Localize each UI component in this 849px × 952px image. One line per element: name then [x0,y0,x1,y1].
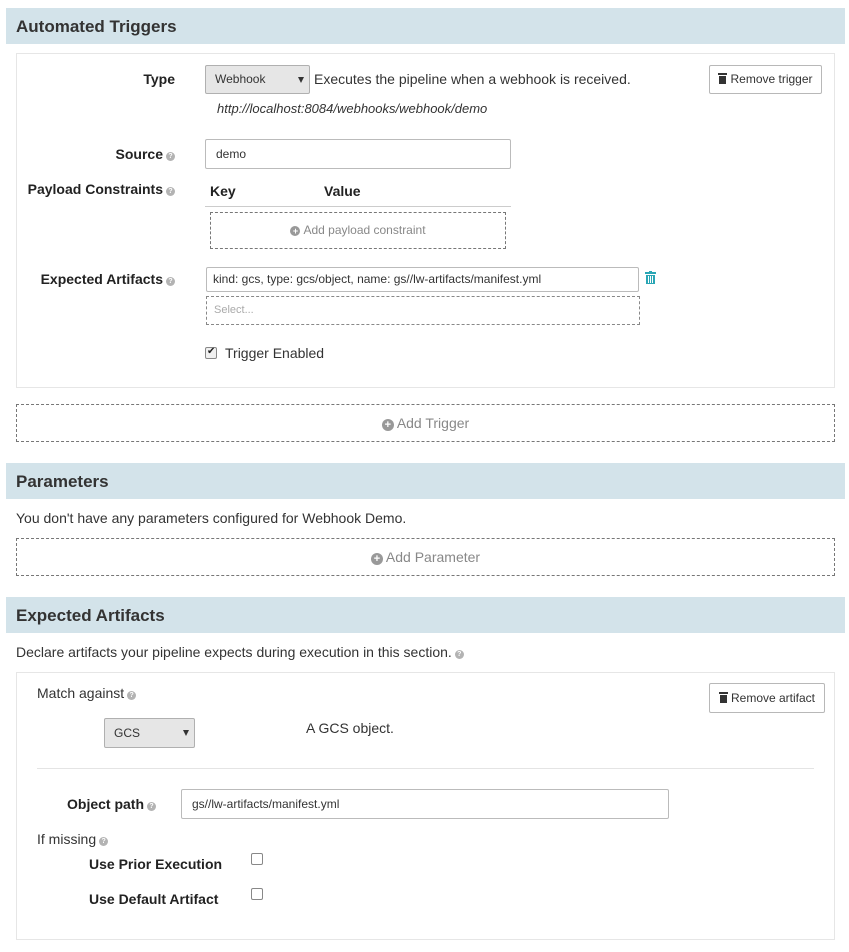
webhook-url: http://localhost:8084/webhooks/webhook/demo [217,101,488,116]
help-icon[interactable]: ? [166,277,175,286]
payload-value-header: Value [324,183,361,199]
expected-artifacts-description [16,644,464,660]
chevron-down-icon [183,730,189,736]
source-label [40,146,175,162]
add-payload-constraint-button[interactable] [210,212,506,249]
chevron-down-icon [298,77,304,83]
artifact-kind-select[interactable] [104,718,195,748]
add-parameter-button[interactable] [16,538,835,576]
match-against-label-text: Match against [37,685,125,701]
remove-trigger-label: Remove trigger [730,72,813,86]
help-icon[interactable]: ? [166,187,175,196]
expected-artifacts-description-text: Declare artifacts your pipeline expects during execution in this section. [16,644,452,660]
type-label: Type [143,71,175,87]
parameters-empty-message: You don't have any parameters configured for Webhook Demo. [16,510,407,526]
add-payload-constraint-label: Add payload constraint [303,223,426,237]
remove-artifact-button[interactable] [709,683,825,713]
object-path-label-text: Object path [67,796,145,812]
use-prior-execution-checkbox[interactable] [251,853,263,865]
expected-artifacts-header: Expected Artifacts [6,597,845,633]
divider [205,206,511,207]
remove-artifact-label: Remove artifact [730,691,816,705]
expected-artifact-item[interactable]: kind: gcs, type: gcs/object, name: gs//lw-artifacts/manifest.yml [206,267,639,292]
help-icon[interactable]: ? [166,152,175,161]
use-default-artifact-checkbox[interactable] [251,888,263,900]
help-icon[interactable]: ? [99,837,108,846]
trigger-type-description: Executes the pipeline when a webhook is received. [314,71,631,87]
object-path-input[interactable]: gs//lw-artifacts/manifest.yml [181,789,669,819]
automated-triggers-header: Automated Triggers [6,8,845,44]
source-label-text: Source [115,146,163,162]
trash-icon [718,73,727,84]
add-trigger-label: Add Trigger [396,415,470,431]
if-missing-label-text: If missing [37,831,97,847]
artifact-kind-value: GCS [114,726,141,740]
add-trigger-button[interactable] [16,404,835,442]
plus-circle-icon: + [371,553,383,565]
if-missing-label [37,831,108,847]
trigger-enabled-checkbox[interactable] [205,347,217,359]
plus-circle-icon: + [290,226,300,236]
artifact-select-input[interactable]: Select... [206,296,640,325]
trigger-type-select[interactable] [205,65,310,94]
trash-icon[interactable] [645,271,656,284]
expected-artifacts-label [20,271,175,287]
expected-artifacts-label-text: Expected Artifacts [40,271,163,287]
remove-trigger-button[interactable] [709,65,822,94]
payload-constraints-label-text: Payload Constraints [27,181,163,197]
object-path-label [67,796,156,812]
use-default-artifact-label: Use Default Artifact [89,891,219,907]
source-input[interactable]: demo [205,139,511,169]
add-parameter-label: Add Parameter [385,549,481,565]
help-icon[interactable]: ? [127,691,136,700]
artifact-kind-description: A GCS object. [306,720,394,736]
payload-constraints-label [20,181,175,197]
parameters-header: Parameters [6,463,845,499]
help-icon[interactable]: ? [455,650,464,659]
payload-key-header: Key [210,183,236,199]
divider [37,768,814,769]
help-icon[interactable]: ? [147,802,156,811]
trigger-enabled-label: Trigger Enabled [225,345,325,361]
trash-icon [719,692,728,703]
trigger-type-value: Webhook [215,72,266,86]
plus-circle-icon: + [382,419,394,431]
use-prior-execution-label: Use Prior Execution [89,856,223,872]
match-against-label [37,685,136,701]
